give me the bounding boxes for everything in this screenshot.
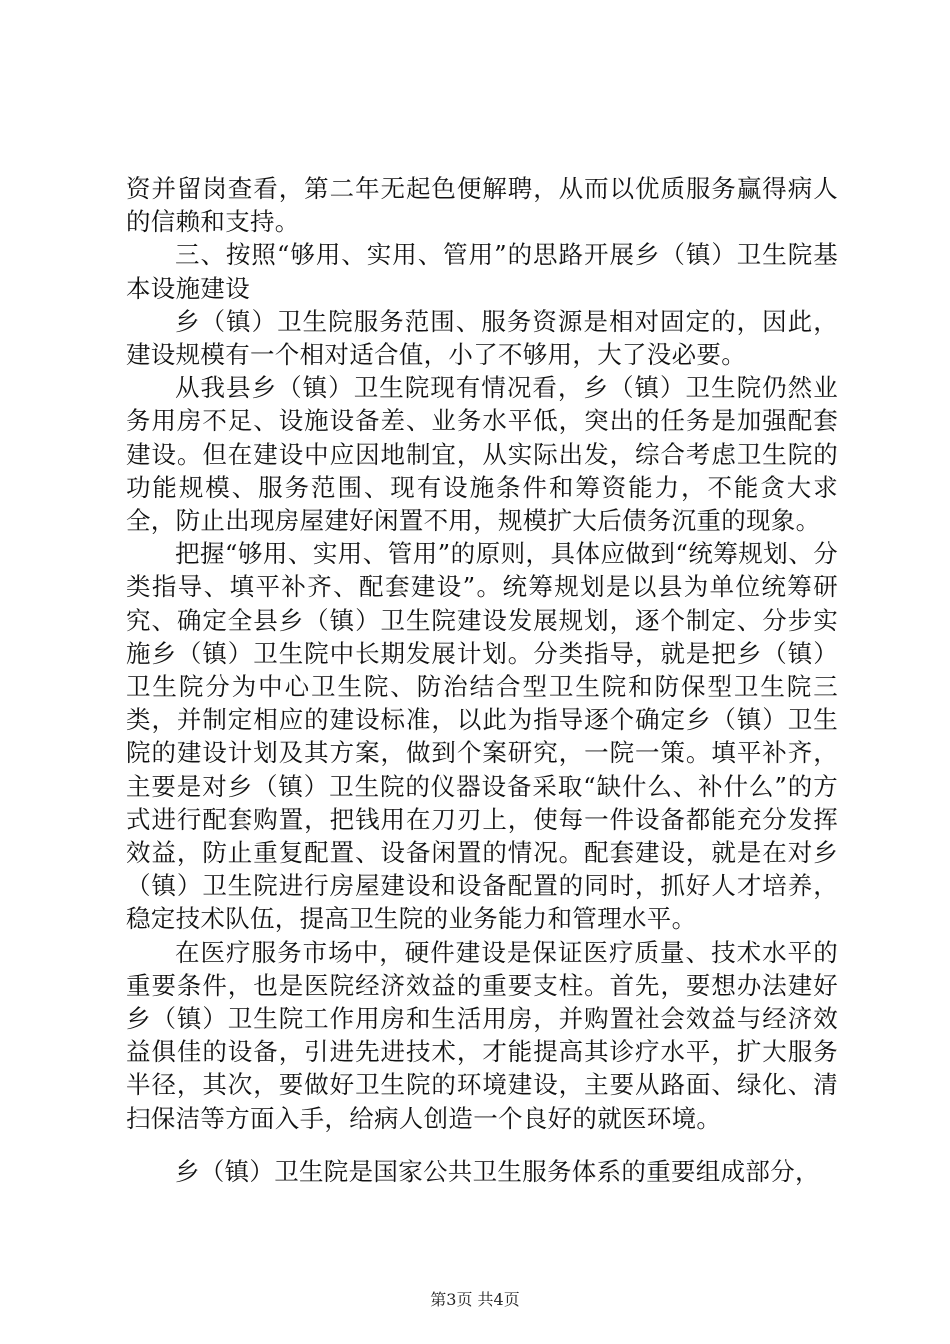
page-footer: [0, 1290, 950, 1310]
paragraph-4: 把握“够用、实用、管用”的原则，具体应做到“统筹规划、分类指导、填平补齐、配套建设”。统筹规划是以县为单位统筹研究、确定全县乡（镇）卫生院建设发展规划，逐个制定、分步实施乡（镇）卫生院中长期发展计划。分类指导，就是把乡（镇）卫生院分为中心卫生院、防治结合型卫生院和防保型卫生院三类，并制定相应的建设标准，以此为指导逐个确定乡（镇）卫生院的建设计划及其方案，做到个案研究，一院一策。填平补齐，主要是对乡（镇）卫生院的仪器设备采取“缺什么、补什么”的方式进行配套购置，把钱用在刀刃上，使每一件设备都能充分发挥效益，防止重复配置、设备闲置的情况。配套建设，就是在对乡（镇）卫生院进行房屋建设和设备配置的同时，抓好人才培养，稳定技术队伍，提高卫生院的业务能力和管理水平。: [126, 539, 838, 934]
paragraph-1: 资并留岗查看，第二年无起色便解聘，从而以优质服务赢得病人的信赖和支持。: [126, 174, 838, 237]
section-heading-3: 三、按照“够用、实用、管用”的思路开展乡（镇）卫生院基本设施建设: [126, 240, 838, 303]
page-number-label: 第3页 共4页: [430, 1290, 520, 1309]
document-body: [126, 172, 838, 1188]
paragraph-5: 在医疗服务市场中，硬件建设是保证医疗质量、技术水平的重要条件，也是医院经济效益的重要支柱。首先，要想办法建好乡（镇）卫生院工作用房和生活用房，并购置社会效益与经济效益俱佳的设备，引进先进技术，才能提高其诊疗水平，扩大服务半径，其次，要做好卫生院的环境建设，主要从路面、绿化、清扫保洁等方面入手，给病人创造一个良好的就医环境。: [126, 937, 838, 1133]
paragraph-2: 乡（镇）卫生院服务范围、服务资源是相对固定的，因此，建设规模有一个相对适合值，小了不够用，大了没必要。: [126, 306, 838, 370]
paragraph-6: 乡（镇）卫生院是国家公共卫生服务体系的重要组成部分，: [175, 1156, 820, 1186]
paragraph-3: 从我县乡（镇）卫生院现有情况看，乡（镇）卫生院仍然业务用房不足、设施设备差、业务水平低，突出的任务是加强配套建设。但在建设中应因地制宜，从实际出发，综合考虑卫生院的功能规模、服务范围、现有设施条件和筹资能力，不能贪大求全，防止出现房屋建好闲置不用，规模扩大后债务沉重的现象。: [126, 373, 838, 536]
